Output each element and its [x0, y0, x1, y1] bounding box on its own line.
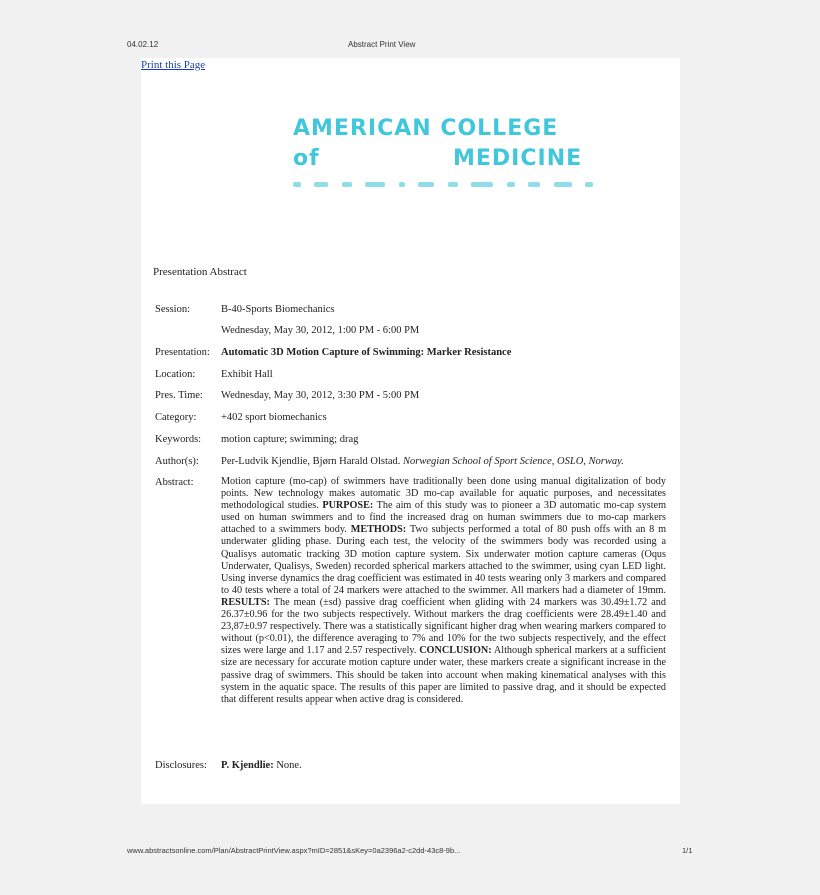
session-label: Session: — [155, 304, 191, 315]
presentation-title: Automatic 3D Motion Capture of Swimming: Marker Resistance — [221, 347, 512, 358]
category-row — [155, 411, 675, 424]
logo-dotted-line — [293, 182, 593, 192]
pres-time-row — [155, 389, 675, 402]
presentation-row — [155, 346, 675, 359]
footer-url: www.abstractsonline.com/Plan/AbstractPrintView.aspx?mID=2851&sKey=0a2396a2-c2dd-43c8-9b... — [127, 846, 461, 855]
disclosures-value: None. — [276, 760, 302, 771]
header-title: Abstract Print View — [348, 40, 416, 49]
session-time: Wednesday, May 30, 2012, 1:00 PM - 6:00 PM — [221, 325, 420, 336]
location-row — [155, 368, 675, 381]
authors-label: Author(s): — [155, 456, 199, 467]
logo-line-1: AMERICAN COLLEGE — [293, 116, 559, 141]
abstract-row — [155, 476, 675, 706]
session-value: B-40-Sports Biomechanics — [221, 304, 335, 315]
disclosures-row — [155, 759, 675, 772]
print-page-link[interactable]: Print this Page — [141, 59, 206, 71]
logo-line-2-right: MEDICINE — [453, 146, 583, 171]
abstract-body — [221, 476, 666, 706]
location-value: Exhibit Hall — [221, 369, 273, 380]
logo-line-2-left: of — [293, 146, 320, 171]
footer-page-number: 1/1 — [682, 846, 693, 855]
category-label: Category: — [155, 412, 197, 423]
abstract-page — [141, 58, 680, 804]
disclosures-label: Disclosures: — [155, 760, 207, 771]
results-text: The mean (±sd) passive drag coefficient when gliding with 24 markers was 30.49±1.72 and 26.37±0.96 for the two subjects respectively. Without markers the drag coefficients were 28.49±1.40 and 23,87±0.97 respectively. There was a statistically significant higher drag when wearing markers compared to without (p<0.01), the difference averaging to 7% and 10% for the two subjects respectively, and the effect sizes were large and 1.17 and 2.57 respectively. — [221, 596, 666, 657]
keywords-value: motion capture; swimming; drag — [221, 434, 359, 445]
purpose-text: The aim of this study was to pioneer a 3D automatic mo-cap system used on human swimmers and to find the increased drag on human swimmers due to mo-cap markers attached to a swimmers body. — [221, 500, 666, 536]
keywords-label: Keywords: — [155, 434, 202, 445]
conclusion-text: Although spherical markers at a sufficient size are necessary for accurate motion capture under water, these markers create a significant increase in the passive drag of swimmers. This should be taken into account when making kinematical analyses with this system in the aquatic space. The results of this paper are limited to passive drag, and it should be expected that different results appear when active drag is considered. — [221, 645, 667, 705]
authors-names: Per-Ludvik Kjendlie, Bjørn Harald Olstad. — [221, 456, 401, 467]
category-value: +402 sport biomechanics — [221, 412, 327, 423]
section-title: Presentation Abstract — [153, 266, 247, 278]
authors-affiliation: Norwegian School of Sport Science, OSLO, Norway. — [403, 456, 624, 467]
purpose-heading: PURPOSE: — [322, 500, 374, 512]
disclosures-name: P. Kjendlie: — [221, 760, 274, 771]
conclusion-heading: CONCLUSION: — [419, 645, 492, 657]
abstract-intro: Motion capture (mo-cap) of swimmers have traditionally been done using manual digitalization of body points. New technology makes automatic 3D mo-cap available for aquatic purposes, and necessitates methodological studies. — [221, 476, 666, 512]
authors-row — [155, 455, 675, 468]
methods-text: Two subjects performed a total of 80 push offs with an 8 m underwater gliding phase. During each test, the velocity of the swimmers body was recorded using a Qualisys automatic tracking 3D motion capture system. Six underwater motion capture cameras (Oqus Underwater, Qualisys, Sweden) recorded spherical markers attached to the swimmer, using cyan LED light. Using inverse dynamics the drag coefficient was estimated in 40 tests wearing only 3 markers and compared to 40 tests where a total of 24 markers were attached to the swimmer. All markers had a diameter of 19mm. — [221, 524, 666, 596]
acsm-logo — [291, 116, 601, 200]
keywords-row — [155, 433, 675, 446]
methods-heading: METHODS: — [350, 524, 407, 536]
presentation-label: Presentation: — [155, 347, 210, 358]
abstract-label: Abstract: — [155, 477, 194, 488]
header-date: 04.02.12 — [127, 40, 159, 49]
results-heading: RESULTS: — [221, 596, 270, 608]
location-label: Location: — [155, 369, 196, 380]
pres-time-label: Pres. Time: — [155, 390, 203, 401]
session-time-row — [155, 324, 675, 337]
pres-time-value: Wednesday, May 30, 2012, 3:30 PM - 5:00 PM — [221, 390, 420, 401]
session-row — [155, 303, 675, 316]
